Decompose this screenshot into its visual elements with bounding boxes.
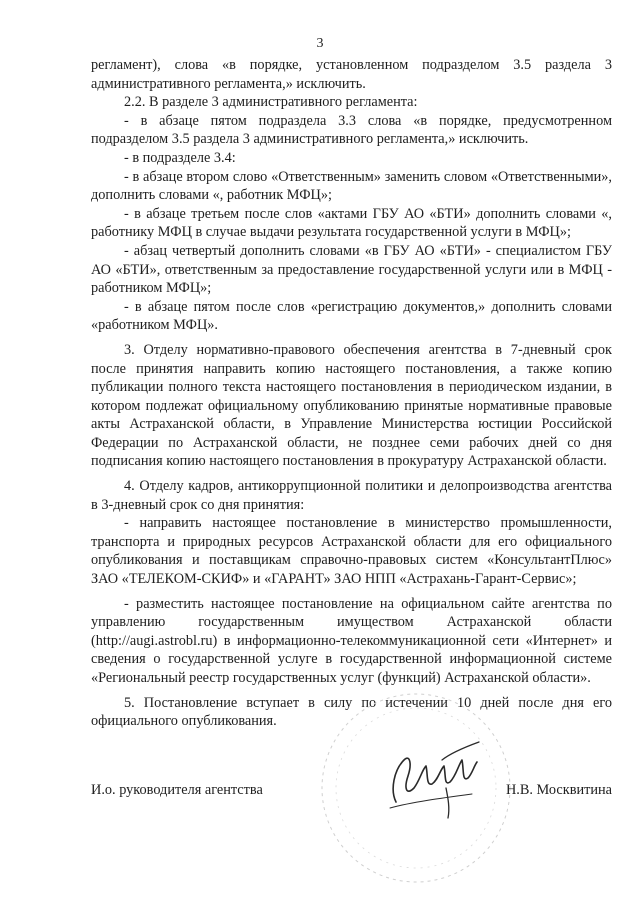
paragraph-11: - направить настоящее постановление в министерство промышленности, транспорта и природных ресурсов Астраханской области для его официального опубликования и поставщикам справочно-правовых систем «КонсультантПлюс» ЗАО «ТЕЛЕКОМ-СКИФ» и «ГАРАНТ» ЗАО НПП «Астрахань-Гарант-Сервис»; bbox=[91, 515, 612, 588]
paragraph-1: регламент), слова «в порядке, установленном подразделом 3.5 раздела 3 административного регламента,» исключить. bbox=[91, 57, 612, 92]
paragraph-9: 3. Отделу нормативно-правового обеспечения агентства в 7-дневный срок после принятия направить копию настоящего постановления, а также копию публикации полного текста настоящего постановления в периодическом издании, в котором подлежат официальному опубликованию принятые нормативные правовые акты Астраханской области, в Управление Министерства юстиции Российской Федерации по Астраханской области, не позднее семи рабочих дней со дня подписания копию настоящего постановления в прокуратуру Астраханской области. bbox=[91, 341, 612, 470]
handwritten-signature bbox=[382, 730, 482, 820]
signatory-title: И.о. руководителя агентства bbox=[91, 782, 263, 798]
paragraph-5: - в абзаце втором слово «Ответственным» заменить словом «Ответственными», дополнить словами «, работник МФЦ»; bbox=[91, 168, 612, 204]
paragraph-7: - абзац четвертый дополнить словами «в ГБУ АО «БТИ» - специалистом ГБУ АО «БТИ», ответственным за предоставление государственной услуги или в МФЦ - работником МФЦ»; bbox=[91, 242, 612, 297]
paragraph-2: 2.2. В разделе 3 административного регламента: bbox=[124, 94, 418, 111]
document-body bbox=[91, 56, 612, 731]
paragraph-12: - разместить настоящее постановление на официальном сайте агентства по управлению государственным имуществом Астраханской области (http://augi.astrobl.ru) в информационно-телекоммуникационной сети «Интернет» и сведения о государственной услуге в государственной информационной системе «Региональный реестр государственных услуг (функций) Астраханской области». bbox=[91, 595, 612, 686]
page-number: 3 bbox=[316, 36, 324, 51]
paragraph-6: - в абзаце третьем после слов «актами ГБУ АО «БТИ» дополнить словами «, работнику МФЦ в случае выдачи результата государственной услуги в МФЦ»; bbox=[91, 205, 612, 241]
paragraph-8: - в абзаце пятом после слов «регистрацию документов,» дополнить словами «работником МФЦ». bbox=[91, 298, 612, 334]
paragraph-10: 4. Отделу кадров, антикоррупционной политики и делопроизводства агентства в 3-дневный срок со дня принятия: bbox=[91, 478, 612, 513]
signature-block bbox=[91, 782, 612, 806]
paragraph-3: - в абзаце пятом подраздела 3.3 слова «в порядке, предусмотренном подразделом 3.5 раздела 3 административного регламента,» исключить. bbox=[91, 112, 612, 148]
paragraph-4: - в подразделе 3.4: bbox=[124, 149, 236, 166]
signatory-name: Н.В. Москвитина bbox=[505, 782, 612, 798]
paragraph-13: 5. Постановление вступает в силу по истечении 10 дней после дня его официального опубликования. bbox=[91, 694, 612, 730]
